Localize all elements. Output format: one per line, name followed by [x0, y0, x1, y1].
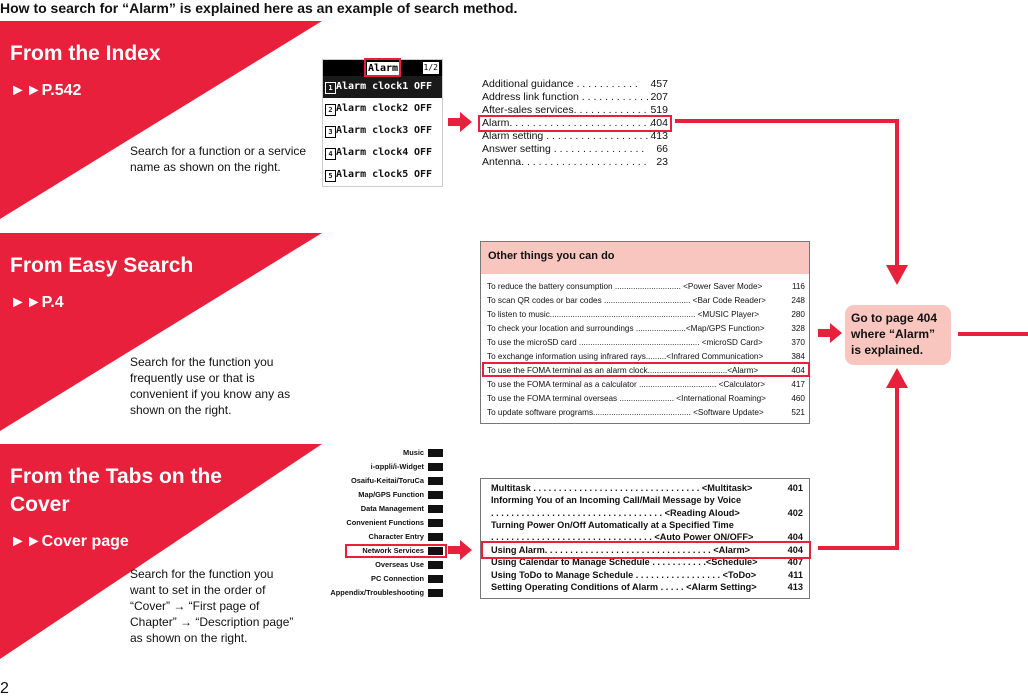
- item-label: Alarm clock4: [336, 147, 409, 158]
- cover-tab-label: Convenient Functions: [346, 518, 424, 527]
- list-item: To exchange information using infrared rays.........<Infrared Communication> 384: [487, 352, 805, 361]
- item-state: OFF: [413, 103, 432, 114]
- cover-tab-label: Network Services: [362, 546, 424, 555]
- cover-tab-marker: [428, 589, 443, 597]
- index-entry: Address link function . . . . . . . . . . . . 207: [482, 91, 668, 103]
- list-item: To use the microSD card ..................................................... <microSD Card> 370: [487, 338, 805, 347]
- section-heading: From the Tabs on the Cover: [10, 465, 222, 516]
- cover-tab-label: Appendix/Troubleshooting: [330, 588, 424, 597]
- list-item: . . . . . . . . . . . . . . . . . . . . . . . . . . . . . . . . <Auto Power ON/OFF> 404: [491, 532, 803, 542]
- arrow-down-icon: [886, 265, 908, 285]
- cover-tab-label: PC Connection: [371, 574, 424, 583]
- highlight-frame: [478, 115, 672, 132]
- page-title: How to search for “Alarm” is explained here as an example of search method.: [0, 0, 518, 16]
- section-page-ref: ►►P.542: [10, 82, 82, 99]
- connector-line: [818, 546, 899, 550]
- list-item[interactable]: [323, 142, 442, 164]
- list-item: To listen to music................................................................ <MUSIC Player> 280: [487, 310, 805, 319]
- list-item[interactable]: [323, 164, 442, 186]
- section-description: Search for the function you want to set in the order of “Cover” → “First page of Chapter” → “Description page” as shown on the right.: [130, 567, 294, 645]
- section-page-ref: ►►Cover page: [10, 533, 129, 550]
- list-item: Using Calendar to Manage Schedule . . . . . . . . . . .<Schedule> 407: [491, 557, 803, 567]
- easy-search-panel: [480, 241, 810, 424]
- cover-tab-marker: [428, 561, 443, 569]
- connector-line: [895, 119, 899, 269]
- list-item: Turning Power On/Off Automatically at a Specified Time: [491, 520, 734, 530]
- item-label: Alarm clock2: [336, 103, 409, 114]
- item-label: Alarm clock1: [336, 81, 409, 92]
- item-label: Alarm clock3: [336, 125, 409, 136]
- index-entry: After-sales services. . . . . . . . . . . . . 519: [482, 104, 668, 116]
- item-number: 3: [325, 126, 336, 138]
- cover-tab-marker: [428, 505, 443, 513]
- list-item: . . . . . . . . . . . . . . . . . . . . . . . . . . . . . . . . . . <Reading Aloud> 402: [491, 508, 803, 518]
- cover-tab-marker: [428, 463, 443, 471]
- list-item: Using ToDo to Manage Schedule . . . . . . . . . . . . . . . . . <ToDo> 411: [491, 570, 803, 580]
- cover-tab-label: i-αppli/i-Widget: [370, 462, 424, 471]
- item-state: OFF: [413, 125, 432, 136]
- connector-line: [895, 380, 899, 550]
- easy-search-header: Other things you can do: [481, 242, 809, 274]
- cover-tab-label: Osaifu-Keitai/ToruCa: [351, 476, 424, 485]
- highlight-frame: [345, 544, 447, 558]
- arrow-right-icon: [818, 323, 842, 343]
- list-item: To use the FOMA terminal as an alarm clock...................................<Alarm> 404: [487, 366, 805, 375]
- list-item: To reduce the battery consumption ............................. <Power Saver Mode> 116: [487, 282, 805, 291]
- highlight-frame: [364, 58, 401, 77]
- cover-tab-label: Map/GPS Function: [358, 490, 424, 499]
- item-number: 5: [325, 170, 336, 182]
- list-item: Multitask . . . . . . . . . . . . . . . . . . . . . . . . . . . . . . . . . <Multitask> 401: [491, 483, 803, 493]
- section-description: Search for the function you frequently use or that is convenient if you know any as shown on the right.: [130, 355, 291, 417]
- item-state: OFF: [413, 147, 432, 158]
- arrow-right-icon: [448, 540, 472, 560]
- list-item: Informing You of an Incoming Call/Mail Message by Voice: [491, 495, 742, 505]
- list-item[interactable]: [323, 120, 442, 142]
- list-item: To update software programs........................................... <Software Update> 521: [487, 408, 805, 417]
- item-label: Alarm clock5: [336, 169, 409, 180]
- section-page-ref: ►►P.4: [10, 294, 64, 311]
- cover-tab-marker: [428, 533, 443, 541]
- cover-tab-marker: [428, 519, 443, 527]
- cover-tab-label: Character Entry: [368, 532, 424, 541]
- list-item[interactable]: [323, 98, 442, 120]
- index-entry: Answer setting . . . . . . . . . . . . . . . . 66: [482, 143, 668, 155]
- list-item: To use the FOMA terminal as a calculator .................................. <Calculator> 417: [487, 380, 805, 389]
- arrow-right-icon: [448, 112, 472, 132]
- index-entry: Additional guidance . . . . . . . . . . . 457: [482, 78, 668, 90]
- cover-tab-label: Music: [403, 448, 424, 457]
- item-state: OFF: [413, 81, 432, 92]
- connector-line: [675, 119, 899, 123]
- phone-title: Alarm: [367, 63, 399, 74]
- arrow-up-icon: [886, 368, 908, 388]
- item-number: 4: [325, 148, 336, 160]
- section-description: Search for a function or a service name as shown on the right.: [130, 144, 307, 174]
- connector-line: [958, 332, 1028, 336]
- index-entry: Antenna. . . . . . . . . . . . . . . . . . . . . . 23: [482, 156, 668, 168]
- section-heading: From Easy Search: [10, 254, 194, 277]
- list-item[interactable]: [323, 76, 442, 98]
- result-box: Go to page 404 where “Alarm” is explained.: [845, 305, 951, 365]
- list-item: Setting Operating Conditions of Alarm . . . . . <Alarm Setting> 413: [491, 582, 803, 592]
- cover-tab-marker: [428, 575, 443, 583]
- index-entry: Alarm setting . . . . . . . . . . . . . . . . . . 413: [482, 130, 668, 142]
- page-number: 2: [0, 680, 9, 697]
- phone-screen: [322, 59, 443, 187]
- cover-tab-marker: [428, 491, 443, 499]
- highlight-frame: [482, 362, 810, 377]
- index-entry: Alarm. . . . . . . . . . . . . . . . . . . . . . . . . 404: [482, 117, 668, 129]
- section-heading: From the Index: [10, 42, 161, 65]
- cover-tab-marker: [428, 449, 443, 457]
- cover-tab-marker: [428, 477, 443, 485]
- list-item: Using Alarm. . . . . . . . . . . . . . . . . . . . . . . . . . . . . . . . . <Alarm> 404: [491, 545, 803, 555]
- list-item: To use the FOMA terminal overseas ........................ <International Roaming> 460: [487, 394, 805, 403]
- list-item: To check your location and surroundings ......................<Map/GPS Function> 328: [487, 324, 805, 333]
- phone-page-indicator: 1/2: [423, 63, 438, 72]
- item-number: 1: [325, 82, 336, 94]
- highlight-frame: [481, 541, 811, 559]
- cover-function-list: [480, 478, 810, 599]
- item-number: 2: [325, 104, 336, 116]
- item-state: OFF: [413, 169, 432, 180]
- list-item: To scan QR codes or bar codes ...................................... <Bar Code Reader> 248: [487, 296, 805, 305]
- cover-tab-label: Overseas Use: [375, 560, 424, 569]
- cover-tab-label: Data Management: [360, 504, 424, 513]
